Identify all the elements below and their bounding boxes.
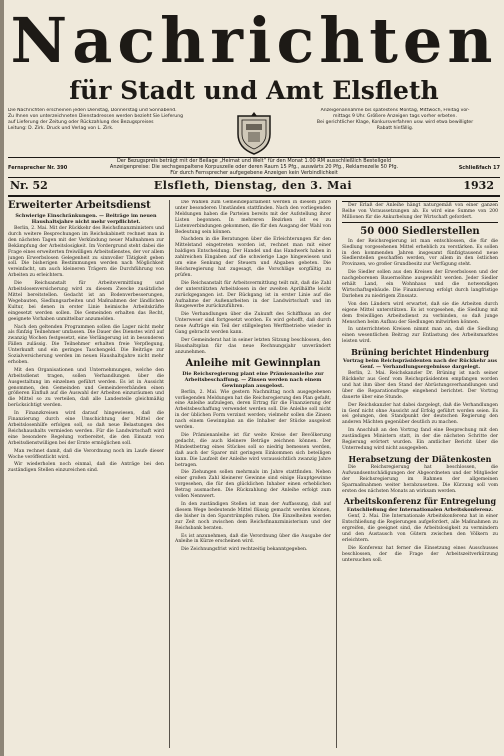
right-ear-line: Bei gerichtlicher Klage, Konkursverfahren usw. wird etwa bewilligter [316,120,474,125]
column-1 [8,200,164,750]
column-3 [342,200,498,750]
page-content [8,4,500,752]
article-headline: Brüning berichtet Hindenburg [351,347,489,358]
article-paragraph: In der Reichsregierung ist man entschlossen, die für die Siedlung vorgesehenen Mittel erheblich zu verstärken. Es sollen in den kommenden Jahren insgesamt fünfzigtausend neue Siedlerstellen geschaffen werden, vor allem in den östlichen Provinzen, wo großer Grundbesitz zur Verfügung steht. [342,238,498,268]
article-paragraph: Berlin, 2. Mai. Reichskanzler Dr. Brüning ist nach seiner Rückkehr aus Genf vom Reichspräsidenten empfangen worden und hat ihm über den Stand der Abrüstungsverhandlungen und über die Reparationsfrage eingehend berichtet. Der Vortrag dauerte über eine Stunde. [342,371,498,400]
article-subheadline: Vortrag beim Reichspräsidenten nach der Rückkehr aus Genf. — Verhandlungsergebnisse dargelegt. [343,358,497,371]
article-paragraph: Berlin, 2. Mai. Mit der Rückkehr des Reichsfinanzministers und durch weitere Besprechungen im Reichskabinett rechnet man in den nächsten Tagen mit der Verkündung neuer Maßnahmen zur Bekämpfung der Arbeitslosigkeit. Im Vordergrund steht dabei die Frage eines erweiterten freiwilligen Arbeitsdienstes, der vor allem jungen Erwerbslosen Gelegenheit zu sinnvoller Tätigkeit geben soll. Die bisherigen Bestimmungen werden nach Möglichkeit vereinfacht, um auch kleineren Trägern die Durchführung von Arbeiten zu erleichtern. [8,226,164,279]
article-paragraph: Der Reichskanzler hat dabei dargelegt, daß die Verhandlungen in Genf nicht ohne Aussicht auf Erfolg geführt worden seien. Es sei gelungen, den Standpunkt der deutschen Regierung den anderen Mächten gegenüber deutlich zu machen. [342,402,498,426]
article-paragraph: Nach den geltenden Programmen sollen die Lager nicht mehr als fünfzig Teilnehmer umfassen. Die Dauer des Dienstes wird auf zwanzig Wochen festgesetzt, eine Verlängerung ist in besonderen Fällen zulässig. Die Teilnehmer erhalten freie Verpflegung, Unterkunft und ein geringes Taschengeld. Die Beiträge zur Sozialversicherung werden im neuen Haushaltsjahre nicht mehr erhoben. [8,324,164,365]
column-separator [336,200,337,748]
right-ear-line: mittags 9 Uhr. Größere Anzeigen tags vorher erbeten. [333,114,457,119]
article-paragraph: Genf, 2. Mai. Die Internationale Arbeitskonferenz hat in einer Entschließung die Regierungen aufgefordert, alle Maßnahmen zu ergreifen, die geeignet sind, die Arbeitslosigkeit zu vermindern und den Austausch von Gütern zwischen den Völkern zu erleichtern. [342,514,498,544]
article-paragraph: Es ist anzunehmen, daß die Verordnung über die Ausgabe der Anleihe in Kürze erscheinen wird. [175,533,331,545]
article-paragraph: Die Prämienanleihe ist für weite Kreise der Bevölkerung gedacht, die auch kleinere Beträge zeichnen können. Der Mindestbetrag eines Stückes soll so niedrig bemessen werden, daß auch der Sparer mit geringem Einkommen sich beteiligen kann. Die Laufzeit der Anleihe wird voraussichtlich zwanzig Jahre betragen. [175,433,331,468]
subscription-band [8,158,500,177]
article-paragraph: Die Siedler sollen aus den Kreisen der Erwerbslosen und der nachgeborenen Bauernsöhne ausgewählt werden. Jeder Siedler erhält Land, ein Wohnhaus und die notwendigen Wirtschaftsgebäude. Die Finanzierung erfolgt durch langfristige Darlehen zu niedrigem Zinssatz. [342,270,498,299]
masthead-right-ear [290,108,500,156]
article-paragraph: Die Ziehungen sollen mehrmals im Jahre stattfinden. Neben einer großen Zahl kleinerer Gewinne sind einige Hauptgewinne vorgesehen, die für den glücklichen Inhaber einen erheblichen Betrag ausmachen. Die Rückzahlung der Anleihe erfolgt zum vollen Nennwert. [175,470,331,500]
dateline [8,178,500,194]
article-paragraph: Die Zeichnungsfrist wird rechtzeitig bekanntgegeben. [181,547,308,553]
article-paragraph: Der Erlaß der Anleihe hängt naturgemäß von einer ganzen Reihe von Voraussetzungen ab. Es wird eine Summe von 200 Millionen für die Ankurbelung der Wirtschaft gefordert. [342,201,498,223]
column-separator [169,200,170,748]
article-paragraph: Nachdem in die Beratungen über die Erleichterungen für den Mittelstand eingetreten worden ist, rechnet man mit einer baldigen Entscheidung. Der Handel und das Handwerk haben in zahlreichen Eingaben auf die schwierige Lage hingewiesen und um eine Senkung der Steuern und Abgaben gebeten. Die Reichsregierung hat zugesagt, die Vorschläge sorgfältig zu prüfen. [175,237,331,278]
article-subheadline: Die Reichsregierung plant eine Prämienanleihe zur Arbeitsbeschaffung. — Zinsen werden nach einem Gewinnplan ausgelost. [182,370,324,389]
newspaper-subtitle: für Stadt und Amt Elsfleth [69,76,439,105]
page-binding-edge [0,0,4,756]
article-paragraph: In den zuständigen Stellen ist man der Auffassung, daß auf diesem Wege bedeutende Mittel flüssig gemacht werden können, die bisher in den Sparstrümpfen ruhen. Die Einzelheiten werden zur Zeit noch zwischen dem Reichsfinanzministerium und der Reichsbank beraten. [175,501,331,531]
issue-date: Elsfleth, Dienstag, den 3. Mai [153,179,353,192]
phone-ad-line: Für durch Fernsprecher aufgegebene Anzeigen kein Verbindlichkeit [170,170,338,176]
masthead-left-ear [8,108,218,156]
article-headline: Erweiterter Arbeitsdienst [8,200,151,211]
left-ear-line: Die Nachrichten erscheinen jeden Dienstag, Donnerstag und Sonnabend. [8,108,177,113]
article-paragraph: Berlin, 2. Mai. Wie gestern Nachmittag noch ausgegebenen vorliegenden Meldungen hat die Reichsregierung den Plan gefaßt, eine Anleihe aufzulegen, deren Ertrag für die Finanzierung der Arbeitsbeschaffung verwendet werden soll. Die Anleihe soll nicht in der üblichen Form verzinst werden; vielmehr sollen die Zinsen nach einem Gewinnplan an die Inhaber der Stücke ausgelost werden. [175,389,331,431]
issue-number: Nr. 52 [10,179,48,192]
ad-price-line: Anzeigenpreise: Die sechsgespaltene Korpuszeile oder deren Raum 15 Pfg., auswärts 20 Pfg., Reklamezeile 50 Pfg. [109,164,399,170]
article-paragraph: Im Anschluß an den Vortrag fand eine Besprechung mit den zuständigen Ministern statt, in der die nächsten Schritte der Regierung erörtert wurden. Ein amtlicher Bericht über die Unterredung wird nicht ausgegeben. [342,428,498,451]
article-paragraph: In Finanzkreisen wird darauf hingewiesen, daß die Finanzierung durch eine Umschichtung der Mittel der Arbeitslosenhilfe erfolgen soll, so daß neue Belastungen des Reichshaushalts vermieden werden. Für die Landwirtschaft wird eine besondere Regelung vorbereitet, die den Einsatz von Arbeitsdienstwilligen bei der Ernte ermöglichen soll. [8,411,164,446]
article-paragraph: Wir wiederholen noch einmal, daß die Anträge bei den zuständigen Stellen einzureichen sind. [8,462,164,474]
article-paragraph: Die Verhandlungen über die Zukunft des Schiffbaus an der Unterweser sind fortgesetzt worden. Es wird gehofft, daß durch neue Aufträge ein Teil der stillgelegten Werftbetriebe wieder in Gang gebracht werden kann. [175,312,331,336]
article-paragraph: Die Wahlen zum Gemeindeparlament werden in diesem Jahre unter besonderen Umständen stattfinden. Nach den vorliegenden Meldungen haben die Parteien bereits mit der Aufstellung ihrer Listen begonnen. In mehreren Bezirken ist es zu Listenverbindungen gekommen, die für den Ausgang der Wahl von Bedeutung sein können. [175,200,331,235]
article-paragraph: Von den Ländern wird erwartet, daß sie die Arbeiten durch eigene Mittel unterstützen. Es ist vorgesehen, die Siedlung mit dem freiwilligen Arbeitsdienst zu verbinden, so daß junge Menschen beim Aufbau der Siedlungen mitwirken können. [342,301,498,325]
article-headline: Arbeitskonferenz für Entregelung [343,496,497,507]
article-paragraph: Mit den Organisationen und Unternehmungen, welche den Arbeitsdienst tragen, sollen Verhandlungen über die Ausgestaltung im einzelnen geführt werden. Es ist in Aussicht genommen, den Gemeinden und Gemeindeverbänden einen größeren Einfluß auf die Auswahl der Arbeiten einzuräumen und die Mittel so zu verteilen, daß alle Landesteile gleichmäßig berücksichtigt werden. [8,367,164,409]
article-headline: 50 000 Siedlerstellen [360,225,480,237]
po-box: Schließfach 17 [458,165,500,171]
issue-year: 1932 [463,179,494,192]
article-paragraph: Man rechnet damit, daß die Verordnung noch im Laufe dieser Woche veröffentlicht wird. [8,448,164,460]
article-paragraph: Die Reichsanstalt für Arbeitsvermittlung teilt mit, daß die Zahl der unterstützten Arbeitslosen in der zweiten Aprilhälfte leicht zurückgegangen ist. Der Rückgang ist in erster Linie auf die Aufnahme der Außenarbeiten in der Landwirtschaft und im Baugewerbe zurückzuführen. [175,280,331,310]
article-paragraph: Die Konferenz hat ferner die Einsetzung eines Ausschusses beschlossen, der die Frage der Arbeitszeitverkürzung untersuchen soll. [342,545,498,563]
article-headline: Anleihe mit Gewinnplan [185,357,321,369]
article-subheadline: Schwierige Einschränkungen. — Beiträge im neuen Haushaltsjahre nicht mehr verpflichtet. [15,213,157,225]
article-subheadline: Entschließung der Internationalen Arbeitskonferenz. [346,507,494,514]
subscription-line: Der Bezugspreis beträgt mit der Beilage „Heimat und Welt“ für den Monat 1.00 RM ausschließlich Bestellgeld [116,158,392,164]
column-2 [175,200,331,750]
article-paragraph: Die Reichsanstalt für Arbeitsvermittlung und Arbeitslosenversicherung wird zu diesem Zwecke zusätzliche Mittel bereitstellen. Gedacht ist an Bodenverbesserungen, Wegebauten, Siedlungsarbeiten und Maßnahmen der ländlichen Kultur, bei denen in erster Linie heimische Arbeitskräfte eingesetzt werden sollen. Die Gemeinden erhalten das Recht, geeignete Vorhaben unmittelbar anzumelden. [8,281,164,322]
left-ear-line: Zu Ihnen von unterzeichneten Dienstadressen werden bezieht Sie Lieferung [8,114,184,119]
article-paragraph: In unterrichteten Kreisen nimmt man an, daß die Siedlung einen wesentlichen Beitrag zur Entlastung des Arbeitsmarktes leisten wird. [342,327,498,345]
right-ear-line: Anzeigenannahme bis spätestens Montag, Mittwoch, Freitag vor- [320,108,470,113]
rule-bottom [8,195,500,197]
article-headline: Herabsetzung der Diätenkosten [348,453,492,464]
right-ear-line: Rabatt hinfällig. [376,126,414,131]
article-paragraph: Der Gemeinderat hat in seiner letzten Sitzung beschlossen, den Haushaltsplan für das neue Rechnungsjahr unverändert anzunehmen. [175,337,331,355]
left-ear-line: Leitung: D. Zirk. Druck und Verlag von L. Zirk. [8,126,114,131]
phone-number: Fernsprecher Nr. 390 [8,165,68,171]
coat-of-arms-icon [234,110,274,156]
article-paragraph: Die Reichsregierung hat beschlossen, die Aufwandsentschädigungen der Abgeordneten und der Mitglieder der Reichsregierung im Rahmen der allgemeinen Sparmaßnahmen weiter herabzusetzen. Die Kürzung soll vom ersten des nächsten Monats an wirksam werden. [342,464,498,494]
newspaper-title: Nachrichten [10,4,498,77]
left-ear-line: auf Lieferung der Zeitung oder Rückzahlung des Bezugspreises [8,120,154,125]
